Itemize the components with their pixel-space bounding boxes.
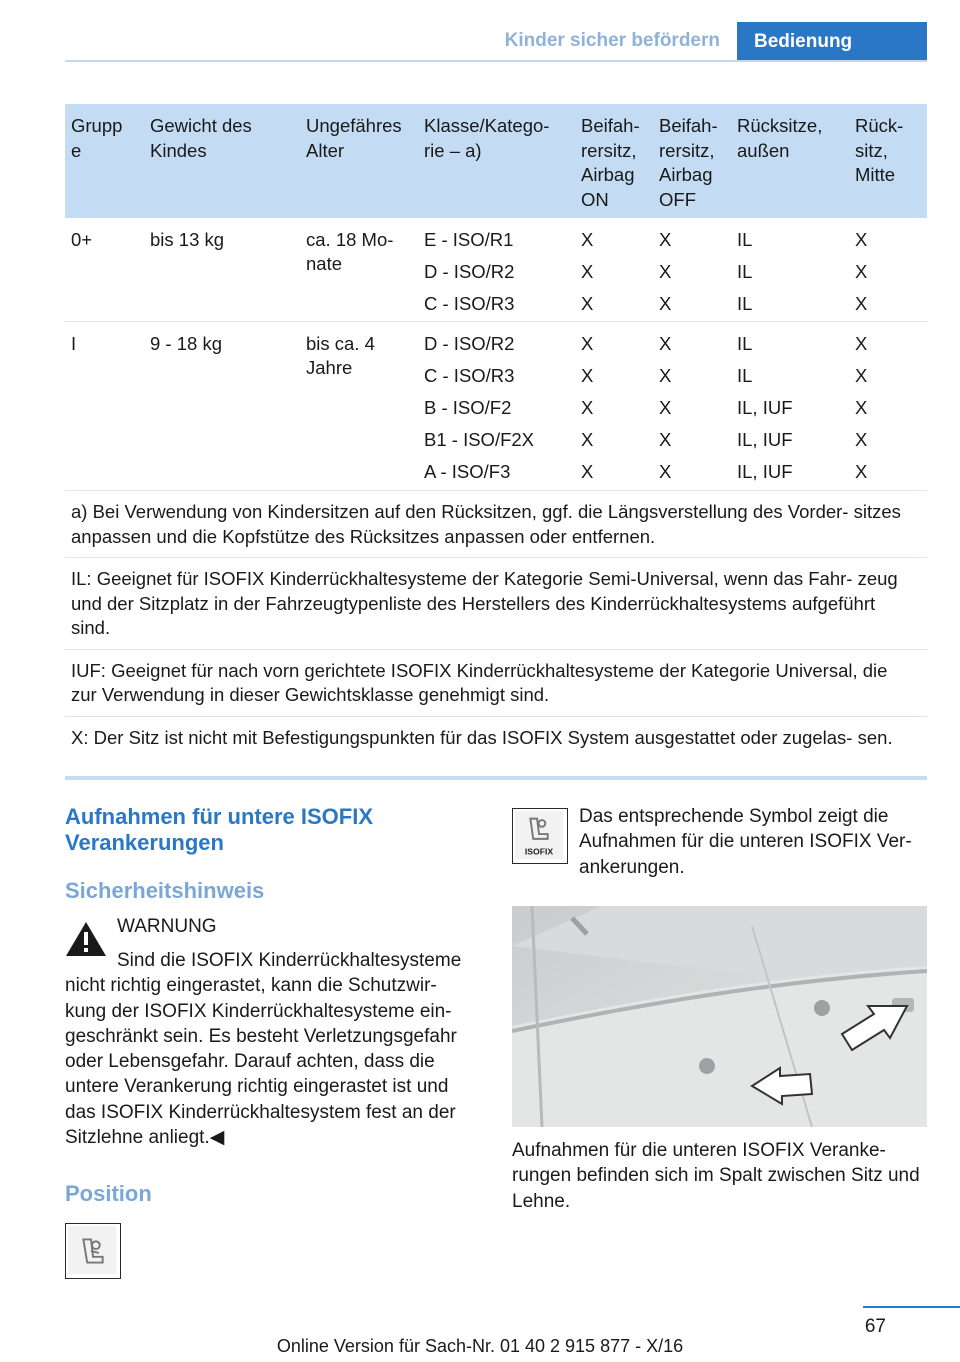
th-rear-outer: Rücksitze, außen: [737, 115, 823, 161]
value-item: X: [659, 229, 672, 250]
table-note: X: Der Sitz ist nicht mit Befestigungspunkten für das ISOFIX System ausgestattet oder zugelas‐ sen.: [71, 726, 893, 748]
class-item: B1 - ISO/F2X: [424, 429, 535, 450]
value-item: IL: [737, 229, 753, 250]
value-item: X: [659, 397, 672, 418]
cell-classes: [424, 332, 534, 492]
page-header: [0, 0, 960, 62]
table-bottom-rule: [65, 776, 927, 780]
value-item: X: [855, 261, 868, 282]
value-item: IL: [737, 333, 753, 354]
warning-title: WARNUNG: [117, 916, 217, 937]
value-item: IL, IUF: [737, 429, 793, 450]
value-item: X: [855, 229, 868, 250]
symbol-description: Das entsprechende Symbol zeigt die Aufnahmen für die unteren ISOFIX Ver‐ ankerungen.: [579, 806, 912, 878]
cell-group: I: [71, 333, 77, 354]
isofix-table: [65, 104, 927, 758]
th-group: Grupp e: [71, 115, 123, 161]
section-heading: Aufnahmen für untere ISOFIX Verankerungen: [65, 804, 374, 855]
th-class: Klasse/Katego‐ rie – a): [424, 115, 550, 161]
value-item: X: [659, 261, 672, 282]
subheading-position: Position: [65, 1181, 152, 1206]
table-note: IUF: Geeignet für nach vorn gerichtete ISOFIX Kinderrückhaltesysteme der Kategorie Universal, die zur Verwendung in dieser Gewichtsklasse genehmigt sind.: [65, 650, 927, 717]
isofix-symbol-label: ISOFIX: [524, 846, 554, 857]
isofix-symbol-icon: [65, 1223, 121, 1279]
photo-caption: Aufnahmen für die unteren ISOFIX Veranke‐ rungen befinden sich im Spalt zwischen Sitz und Lehne.: [512, 1140, 920, 1212]
th-weight: Gewicht des Kindes: [150, 115, 252, 161]
value-item: X: [581, 229, 594, 250]
th-airbag-on: Beifah‐ rersitz, Airbag ON: [581, 115, 640, 210]
value-item: X: [581, 429, 594, 450]
value-item: X: [581, 397, 594, 418]
cell-rear-outer: [737, 228, 752, 324]
class-item: D - ISO/R2: [424, 261, 515, 282]
table-header: [65, 104, 927, 218]
chapter-tab: Bedienung: [737, 22, 927, 62]
value-item: IL: [737, 261, 753, 282]
value-item: X: [659, 429, 672, 450]
table-note: IL: Geeignet für ISOFIX Kinderrückhaltesysteme der Kategorie Semi-Universal, wenn das Fahr‐ zeug und der Sitzplatz in der Fahrzeugtypenliste des Herstellers des Kinderrückhaltesystems aufgeführt sind.: [65, 558, 927, 650]
subheading-safety: Sicherheitshinweis: [65, 878, 265, 903]
cell-age: ca. 18 Mo‐ nate: [306, 229, 394, 274]
seat-anchor-photo: [512, 906, 927, 1127]
class-item: B - ISO/F2: [424, 397, 512, 418]
class-item: A - ISO/F3: [424, 461, 511, 482]
value-item: IL: [737, 365, 753, 386]
table-row: [65, 218, 927, 322]
cell-airbag-on: [581, 228, 593, 324]
cell-age: bis ca. 4 Jahre: [306, 333, 375, 378]
value-item: X: [581, 333, 594, 354]
warning-text: Sind die ISOFIX Kinderrückhaltesysteme nicht richtig eingerastet, kann die Schutzwir‐ kung der ISOFIX Kinderrückhaltesysteme ein‐ geschränkt sein. Es besteht Verletzungsgefahr oder Lebensgefahr. Darauf achten, dass die untere Verankerung richtig eingerastet ist und das ISOFIX Kinderrückhaltesystem fest an der Sitzlehne anliegt.◀: [65, 950, 462, 1149]
th-rear-middle: Rück‐ sitz, Mitte: [855, 115, 904, 185]
value-item: X: [855, 333, 868, 354]
value-item: IL, IUF: [737, 397, 793, 418]
class-item: C - ISO/R3: [424, 293, 515, 314]
header-divider: [65, 60, 927, 62]
value-item: IL: [737, 293, 753, 314]
rear-seat-illustration: [512, 906, 927, 1127]
th-airbag-off: Beifah‐ rersitz, Airbag OFF: [659, 115, 718, 210]
page-number-rule: [863, 1306, 960, 1308]
cell-airbag-off: [659, 332, 671, 492]
child-seat-icon: [513, 809, 567, 863]
value-item: X: [581, 261, 594, 282]
section-title: Kinder sicher befördern: [504, 30, 720, 51]
class-item: C - ISO/R3: [424, 365, 515, 386]
isofix-label-symbol-icon: [512, 808, 568, 864]
value-item: X: [581, 365, 594, 386]
page-number: 67: [864, 1316, 886, 1337]
table-row: [65, 322, 927, 491]
cell-group: 0+: [71, 229, 93, 250]
cell-classes: [424, 228, 514, 324]
class-item: E - ISO/R1: [424, 229, 514, 250]
value-item: X: [855, 461, 868, 482]
value-item: X: [659, 365, 672, 386]
cell-rear-middle: [855, 228, 867, 324]
value-item: X: [581, 293, 594, 314]
cell-airbag-on: [581, 332, 593, 492]
value-item: IL, IUF: [737, 461, 793, 482]
th-age: Ungefähres Alter: [306, 115, 402, 161]
value-item: X: [659, 293, 672, 314]
value-item: X: [659, 461, 672, 482]
cell-airbag-off: [659, 228, 671, 324]
cell-weight: 9 - 18 kg: [150, 333, 222, 354]
table-note: a) Bei Verwendung von Kindersitzen auf den Rücksitzen, ggf. die Längsverstellung des Vorder‐ sitzes anpassen und die Kopfstütze des Rücksitzes anpassen oder entfernen.: [65, 491, 927, 558]
value-item: X: [855, 429, 868, 450]
child-seat-icon: [66, 1224, 120, 1278]
value-item: X: [855, 397, 868, 418]
cell-weight: bis 13 kg: [150, 229, 225, 250]
value-item: X: [659, 333, 672, 354]
class-item: D - ISO/R2: [424, 333, 515, 354]
value-item: X: [581, 461, 594, 482]
value-item: X: [855, 293, 868, 314]
value-item: X: [855, 365, 868, 386]
footer-text: Online Version für Sach-Nr. 01 40 2 915 877 - X/16: [276, 1336, 684, 1356]
cell-rear-outer: [737, 332, 793, 492]
cell-rear-middle: [855, 332, 867, 492]
